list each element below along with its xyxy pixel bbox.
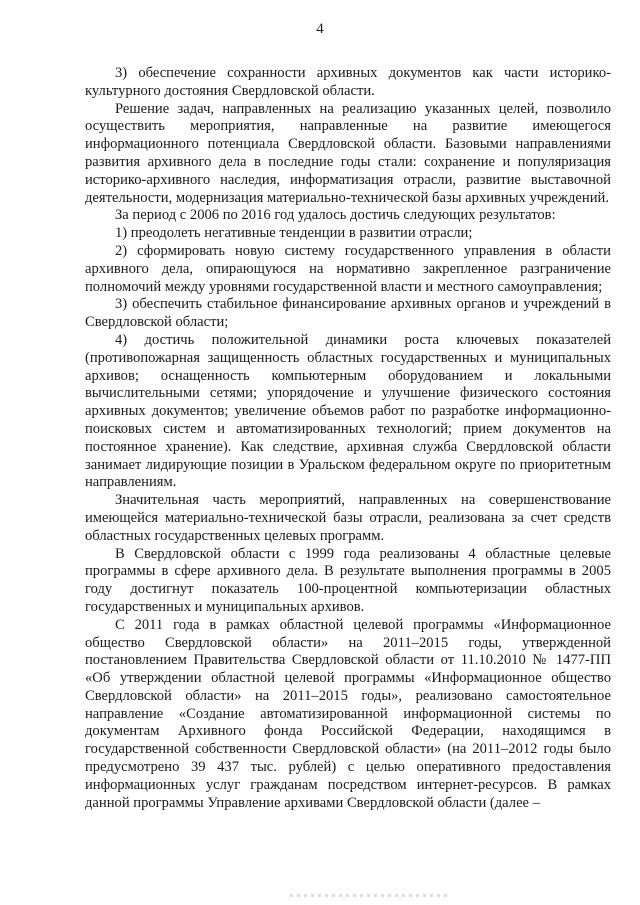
paragraph-target-programs: В Свердловской области с 1999 года реализованы 4 областные целевые программы в сфере архивного дела. В результате выполнения программы в 2005 году достигнут показатель 100-процентной компьютеризации областных государственных и муниципальных архивов. <box>85 545 611 615</box>
document-body <box>85 65 611 812</box>
paragraph-results-intro: За период с 2006 по 2016 год удалось достичь следующих результатов: <box>115 207 556 224</box>
paragraph-information-society: С 2011 года в рамках областной целевой программы «Информационное общество Свердловской области» на 2011–2015 годы, утвержденной постановлением Правительства Свердловской области от 11.10.2010 № 1477-ПП «Об утверждении областной целевой программы «Информационное общество Свердловской области» на 2011–2015 годы», реализовано самостоятельное направление «Создание автоматизированной информационной системы по документам Архивного фонда Российской Федерации, находящимся в государственной собственности Свердловской области» (на 2011–2012 годы было предусмотрено 39 437 тыс. рублей) с целью оперативного предоставления информационных услуг гражданам посредством интернет-ресурсов. В рамках данной программы Управление архивами Свердловской области (далее – <box>85 616 611 811</box>
paragraph-material-base: Значительная часть мероприятий, направленных на совершенствование имеющейся материально-технической базы отрасли, реализована за счет средств областных государственных целевых программ. <box>85 492 611 544</box>
scan-artifact <box>290 894 450 897</box>
paragraph-goal-3: 3) обеспечение сохранности архивных документов как части историко-культурного достояния Свердловской области. <box>85 65 611 99</box>
paragraph-result-1: 1) преодолеть негативные тенденции в развитии отрасли; <box>115 225 473 242</box>
paragraph-result-4: 4) достичь положительной динамики роста ключевых показателей (противопожарная защищенность областных государственных и муниципальных архивов; оснащенность компьютерным оборудованием и локальными вычислительными сетями; упорядочение и улучшение физического состояния архивных документов; увеличение объемов работ по разработке информационно-поисковых систем и автоматизированных технологий; прием документов на постоянное хранение). Как следствие, архивная служба Свердловской области занимает лидирующие позиции в Уральском федеральном округе по приоритетным направлениям. <box>85 331 611 491</box>
paragraph-result-3: 3) обеспечить стабильное финансирование архивных органов и учреждений в Свердловской области; <box>85 296 611 331</box>
paragraph-tasks-solution: Решение задач, направленных на реализацию указанных целей, позволило осуществить мероприятия, направленные на развитие имеющегося информационного потенциала Свердловской области. Базовыми направлениями развития архивного дела в последние годы стали: сохранение и популяризация историко-архивного наследия, информатизация отрасли, развитие выставочной деятельности, модернизация материально-технической базы архивных учреждений. <box>85 100 611 206</box>
paragraph-result-2: 2) сформировать новую систему государственного управления в области архивного дела, опирающуюся на нормативно закрепленное разграничение полномочий между уровнями государственной власти и местного самоуправления; <box>85 242 611 295</box>
page-number: 4 <box>316 21 324 37</box>
